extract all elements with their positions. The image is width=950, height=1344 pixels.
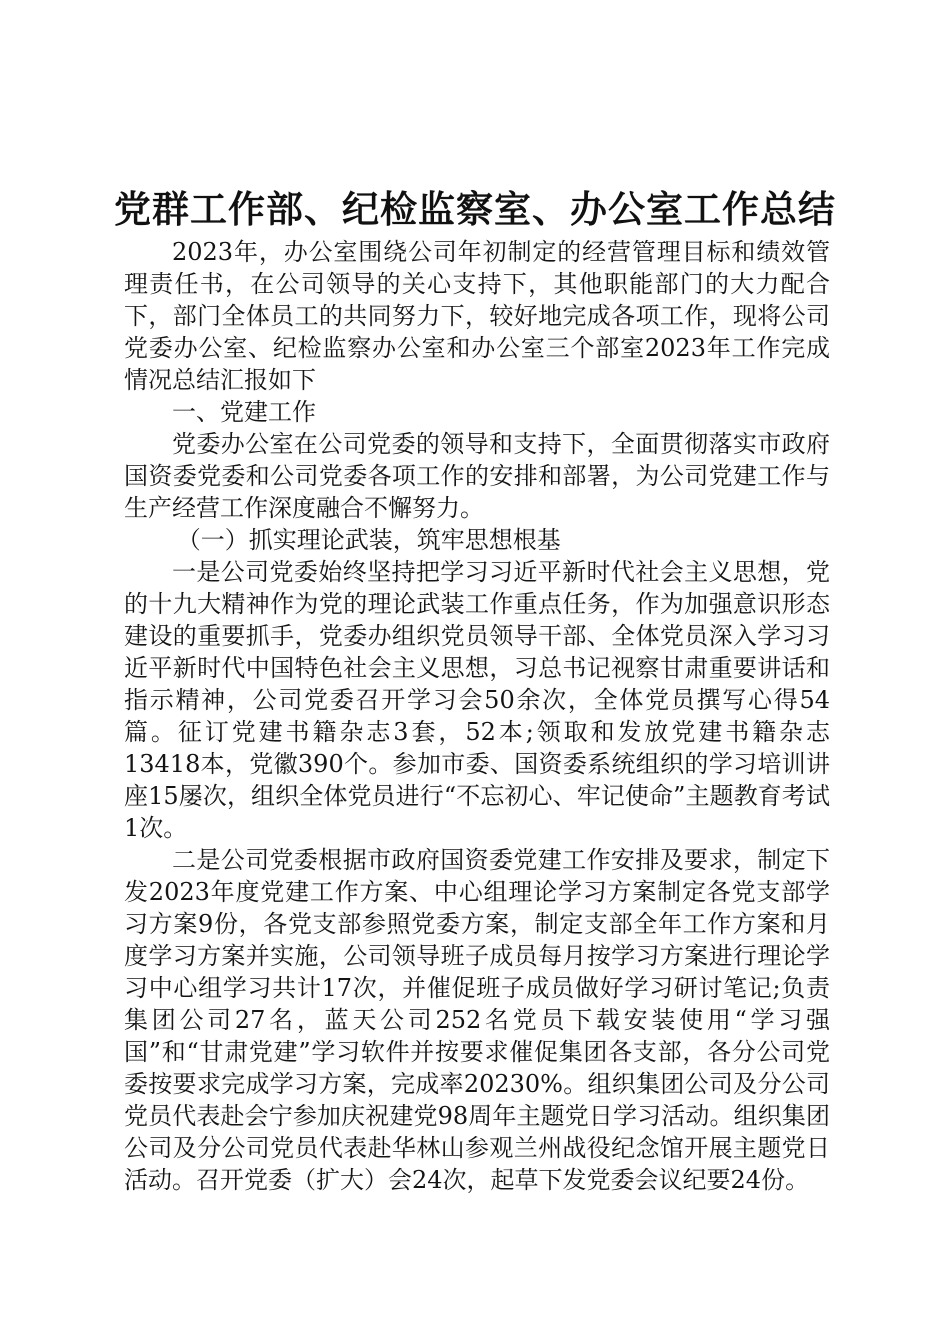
subsection-heading: （一）抓实理论武装，筑牢思想根基: [176, 526, 561, 554]
document-title: 党群工作部、纪检监察室、办公室工作总结: [114, 187, 836, 231]
body-paragraph-second: 二是公司党委根据市政府国资委党建工作安排及要求，制定下发2023年度党建工作方案、中心组理论学习方案制定各党支部学习方案9份，各党支部参照党委方案，制定支部全年工作方案和月度学习方案并实施，公司领导班子成员每月按学习方案进行理论学习中心组学习共计17次，并催促班子成员做好学习研讨笔记;负责集团公司27名，蓝天公司252名党员下载安装使用“学习强国”和“甘肃党建”学习软件并按要求催促集团各支部，各分公司党委按要求完成学习方案，完成率20230%。组织集团公司及分公司党员代表赴会宁参加庆祝建党98周年主题党日学习活动。组织集团公司及分公司党员代表赴华林山参观兰州战役纪念馆开展主题党日活动。召开党委（扩大）会24次，起草下发党委会议纪要24份。: [124, 846, 830, 1194]
document-body: [124, 236, 830, 1196]
section-paragraph: 党委办公室在公司党委的领导和支持下，全面贯彻落实市政府国资委党委和公司党委各项工作的安排和部署，为公司党建工作与生产经营工作深度融合不懈努力。: [124, 430, 830, 522]
body-paragraph-first: 一是公司党委始终坚持把学习习近平新时代社会主义思想，党的十九大精神作为党的理论武装工作重点任务，作为加强意识形态建设的重要抓手，党委办组织党员领导干部、全体党员深入学习习近平新时代中国特色社会主义思想，习总书记视察甘肃重要讲话和指示精神，公司党委召开学习会50余次，全体党员撰写心得54篇。征订党建书籍杂志3套，52本;领取和发放党建书籍杂志13418本，党徽390个。参加市委、国资委系统组织的学习培训讲座15屡次，组织全体党员进行“不忘初心、牢记使命”主题教育考试1次。: [124, 558, 830, 842]
intro-paragraph: 2023年，办公室围绕公司年初制定的经营管理目标和绩效管理责任书，在公司领导的关心支持下，其他职能部门的大力配合下，部门全体员工的共同努力下，较好地完成各项工作，现将公司党委办公室、纪检监察办公室和办公室三个部室2023年工作完成情况总结汇报如下: [124, 238, 830, 394]
section-heading: 一、党建工作: [172, 398, 316, 426]
